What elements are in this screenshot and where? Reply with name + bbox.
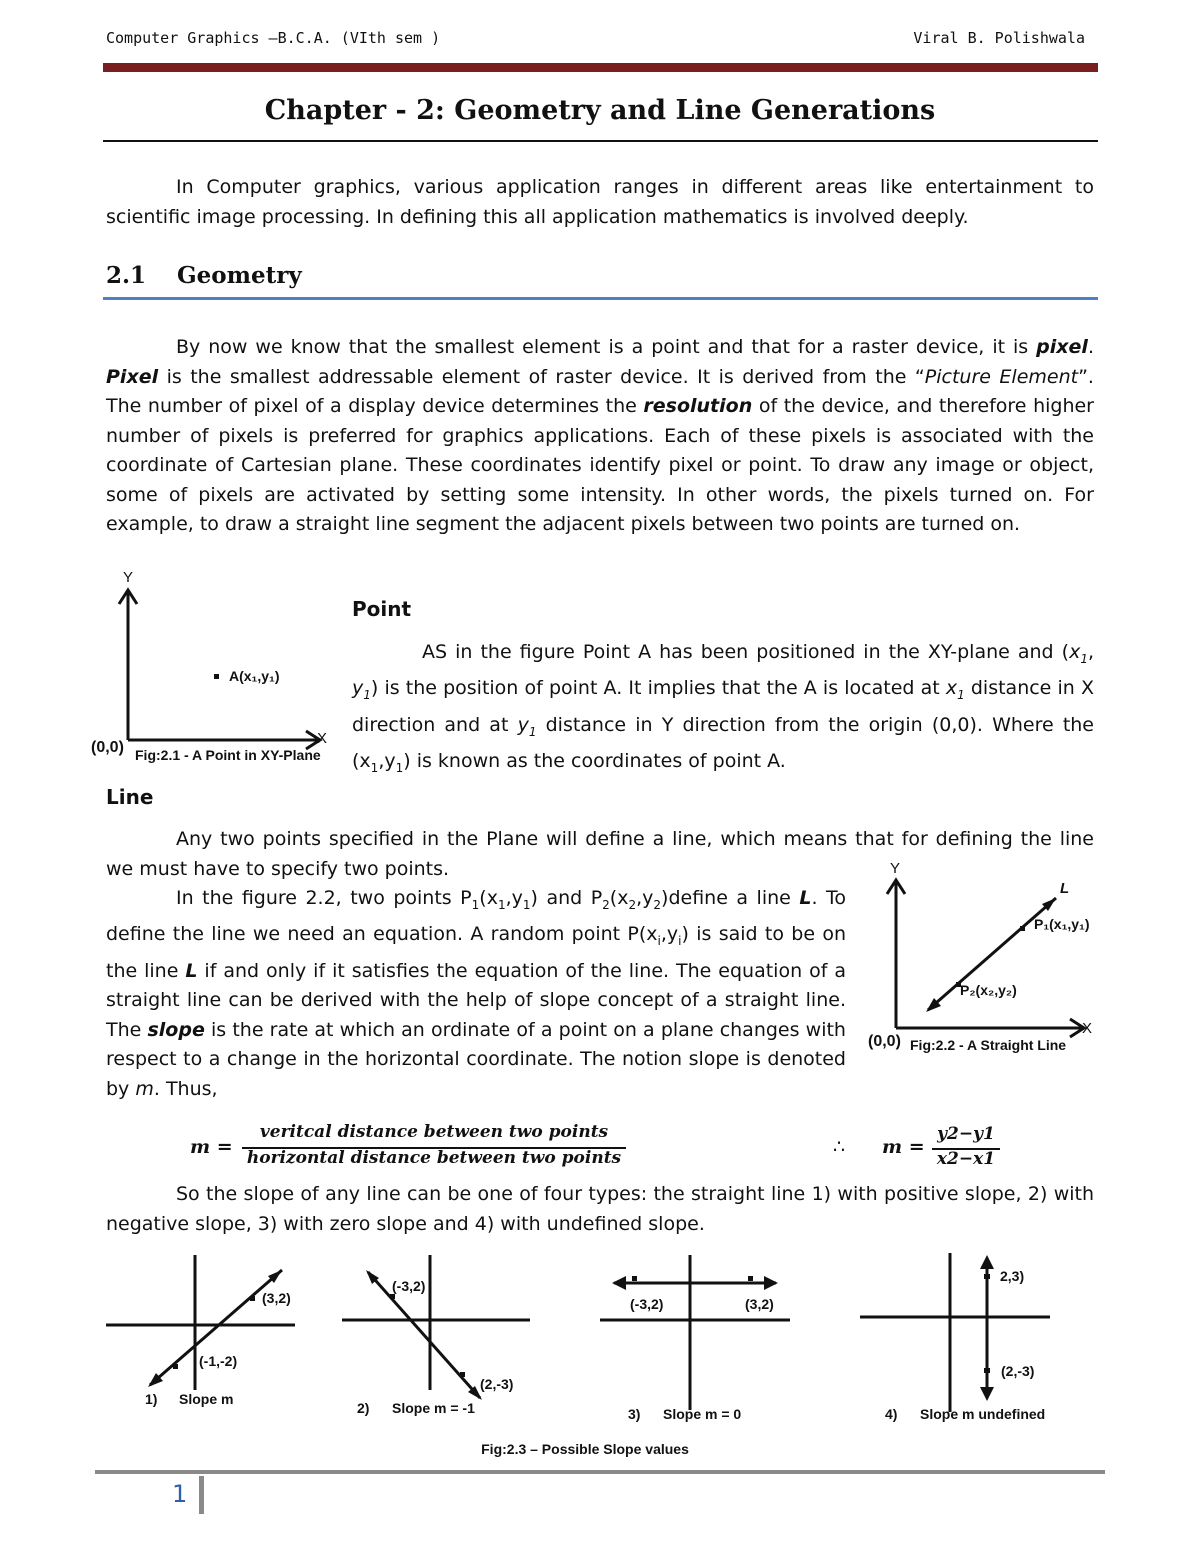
fig22-p2-label: P₂(x₂,y₂)	[960, 982, 1017, 998]
fig22-y-label: Y	[890, 860, 901, 877]
fig22-caption: Fig:2.2 - A Straight Line	[910, 1037, 1067, 1053]
point-paragraph: AS in the figure Point A has been positioned in the XY-plane and ($x_1$, $y_1$) is the position of point A. It implies that the A is located at $x_1$ distance in X direction and at $y_1$ distance in Y direction from the origin (0,0). Where the $(x_1,y_1)$ is known as the coordinates of point A.	[352, 641, 1094, 775]
g3-point-2: (3,2)	[745, 1296, 774, 1312]
page-number: 1	[172, 1480, 188, 1508]
running-header-left: Computer Graphics –B.C.A. (VIth sem )	[106, 29, 441, 47]
slope-paragraph: So the slope of any line can be one of four types: the straight line 1) with positive slope, 2) with negative slope, 3) with zero slope and 4) with undefined slope.	[106, 1183, 1094, 1235]
g3-number: 3)	[628, 1406, 641, 1422]
term-resolution: resolution	[643, 395, 753, 417]
g4-number: 4)	[885, 1406, 898, 1422]
graph-positive-slope	[106, 1255, 295, 1390]
fig21-origin: (0,0)	[91, 739, 124, 756]
g1-label: Slope m	[179, 1391, 234, 1407]
term-pixel-2: Pixel	[106, 365, 159, 388]
therefore-symbol: ∴	[833, 1136, 846, 1158]
fig22-p1-label: P₁(x₁,y₁)	[1034, 916, 1090, 932]
g2-label: Slope m = -1	[392, 1400, 475, 1416]
section-rule	[103, 297, 1098, 300]
formula-numerator-2: y2−y1	[937, 1124, 995, 1144]
fig21-x-label: X	[317, 730, 328, 747]
term-slope: slope	[147, 1018, 205, 1041]
g2-point-2: (2,-3)	[480, 1376, 514, 1392]
point-a-marker	[214, 674, 219, 679]
term-picture-element: Picture Element	[924, 365, 1079, 388]
g1-point-2: (-1,-2)	[199, 1353, 238, 1369]
g2-point-1: (-3,2)	[392, 1278, 426, 1294]
fig21-point-label: A(x₁,y₁)	[229, 668, 280, 684]
formula-denominator: horizontal distance between two points	[246, 1148, 622, 1168]
line-heading: Line	[106, 785, 154, 809]
g4-point-1: 2,3)	[1000, 1268, 1025, 1284]
g1-number: 1)	[145, 1391, 158, 1407]
formula-numerator: veritcal distance between two points	[259, 1122, 609, 1142]
line-paragraph-2: In the figure 2.2, two points $P_1(x_1,y_1)$ and $P_2(x_2,y_2)define$ a line L. To define the line we need an equation. A random point $P(x_i,y_i)$ is said to be on the line L if and only if it satisfies the equation of the line. The equation of a straight line can be derived with the help of slope concept of a straight line. The slope is the rate at which an ordinate of a point on a plane changes with respect to a change in the horizontal coordinate. The notion slope is denoted by m. Thus,	[106, 887, 846, 1100]
section-number: 2.1	[106, 262, 147, 289]
running-header-right: Viral B. Polishwala	[913, 29, 1085, 47]
fig22-line-label: L	[1060, 880, 1070, 897]
formula-lhs-2: m =	[882, 1136, 925, 1158]
g4-label: Slope m undefined	[920, 1406, 1046, 1422]
g2-number: 2)	[357, 1400, 370, 1416]
fig23-caption: Fig:2.3 – Possible Slope values	[481, 1441, 689, 1457]
p1-marker	[1020, 926, 1025, 931]
graph-zero-slope	[600, 1255, 790, 1410]
figure-2-1	[88, 568, 348, 768]
g1-point-1: (3,2)	[262, 1290, 291, 1306]
chapter-rule	[103, 140, 1098, 142]
g3-label: Slope m = 0	[663, 1406, 742, 1422]
fig21-caption: Fig:2.1 - A Point in XY-Plane	[135, 747, 321, 763]
fig22-origin: (0,0)	[868, 1033, 901, 1050]
g4-point-2: (2,-3)	[1001, 1363, 1035, 1379]
fig21-y-label: Y	[123, 569, 134, 586]
g3-point-1: (-3,2)	[630, 1296, 664, 1312]
intro-paragraph: In Computer graphics, various application ranges in different areas like entertainment to scientific image processing. In defining this all application mathematics is involved deeply.	[106, 176, 1094, 228]
point-heading: Point	[352, 597, 412, 621]
geometry-paragraph: By now we know that the smallest element is a point and that for a raster device, it is pixel. Pixel is the smallest addressable element of raster device. It is derived from the “Picture Element”. The number of pixel of a display device determines the resolution of the device, and therefore higher number of pixels is preferred for graphics applications. Each of these pixels is associated with the coordinate of Cartesian plane. These coordinates identify pixel or point. To draw any image or object, some of pixels are activated by setting some intensity. In other words, the pixels turned on. For example, to draw a straight line segment the adjacent pixels between two points are turned on.	[106, 336, 1094, 535]
term-pixel: pixel	[1036, 336, 1088, 358]
formula-denominator-2: x2−x1	[936, 1149, 996, 1169]
footer-rule	[95, 1470, 1105, 1474]
header-rule	[103, 63, 1098, 72]
line-paragraph-1: Any two points specified in the Plane will define a line, which means that for defining the line we must have to specify two points.	[106, 828, 1094, 880]
formula-lhs: m =	[190, 1136, 233, 1158]
section-title: Geometry	[177, 262, 302, 289]
chapter-title: Chapter - 2: Geometry and Line Generations	[264, 95, 936, 126]
fig22-x-label: X	[1082, 1020, 1093, 1037]
footer-divider	[199, 1476, 204, 1514]
